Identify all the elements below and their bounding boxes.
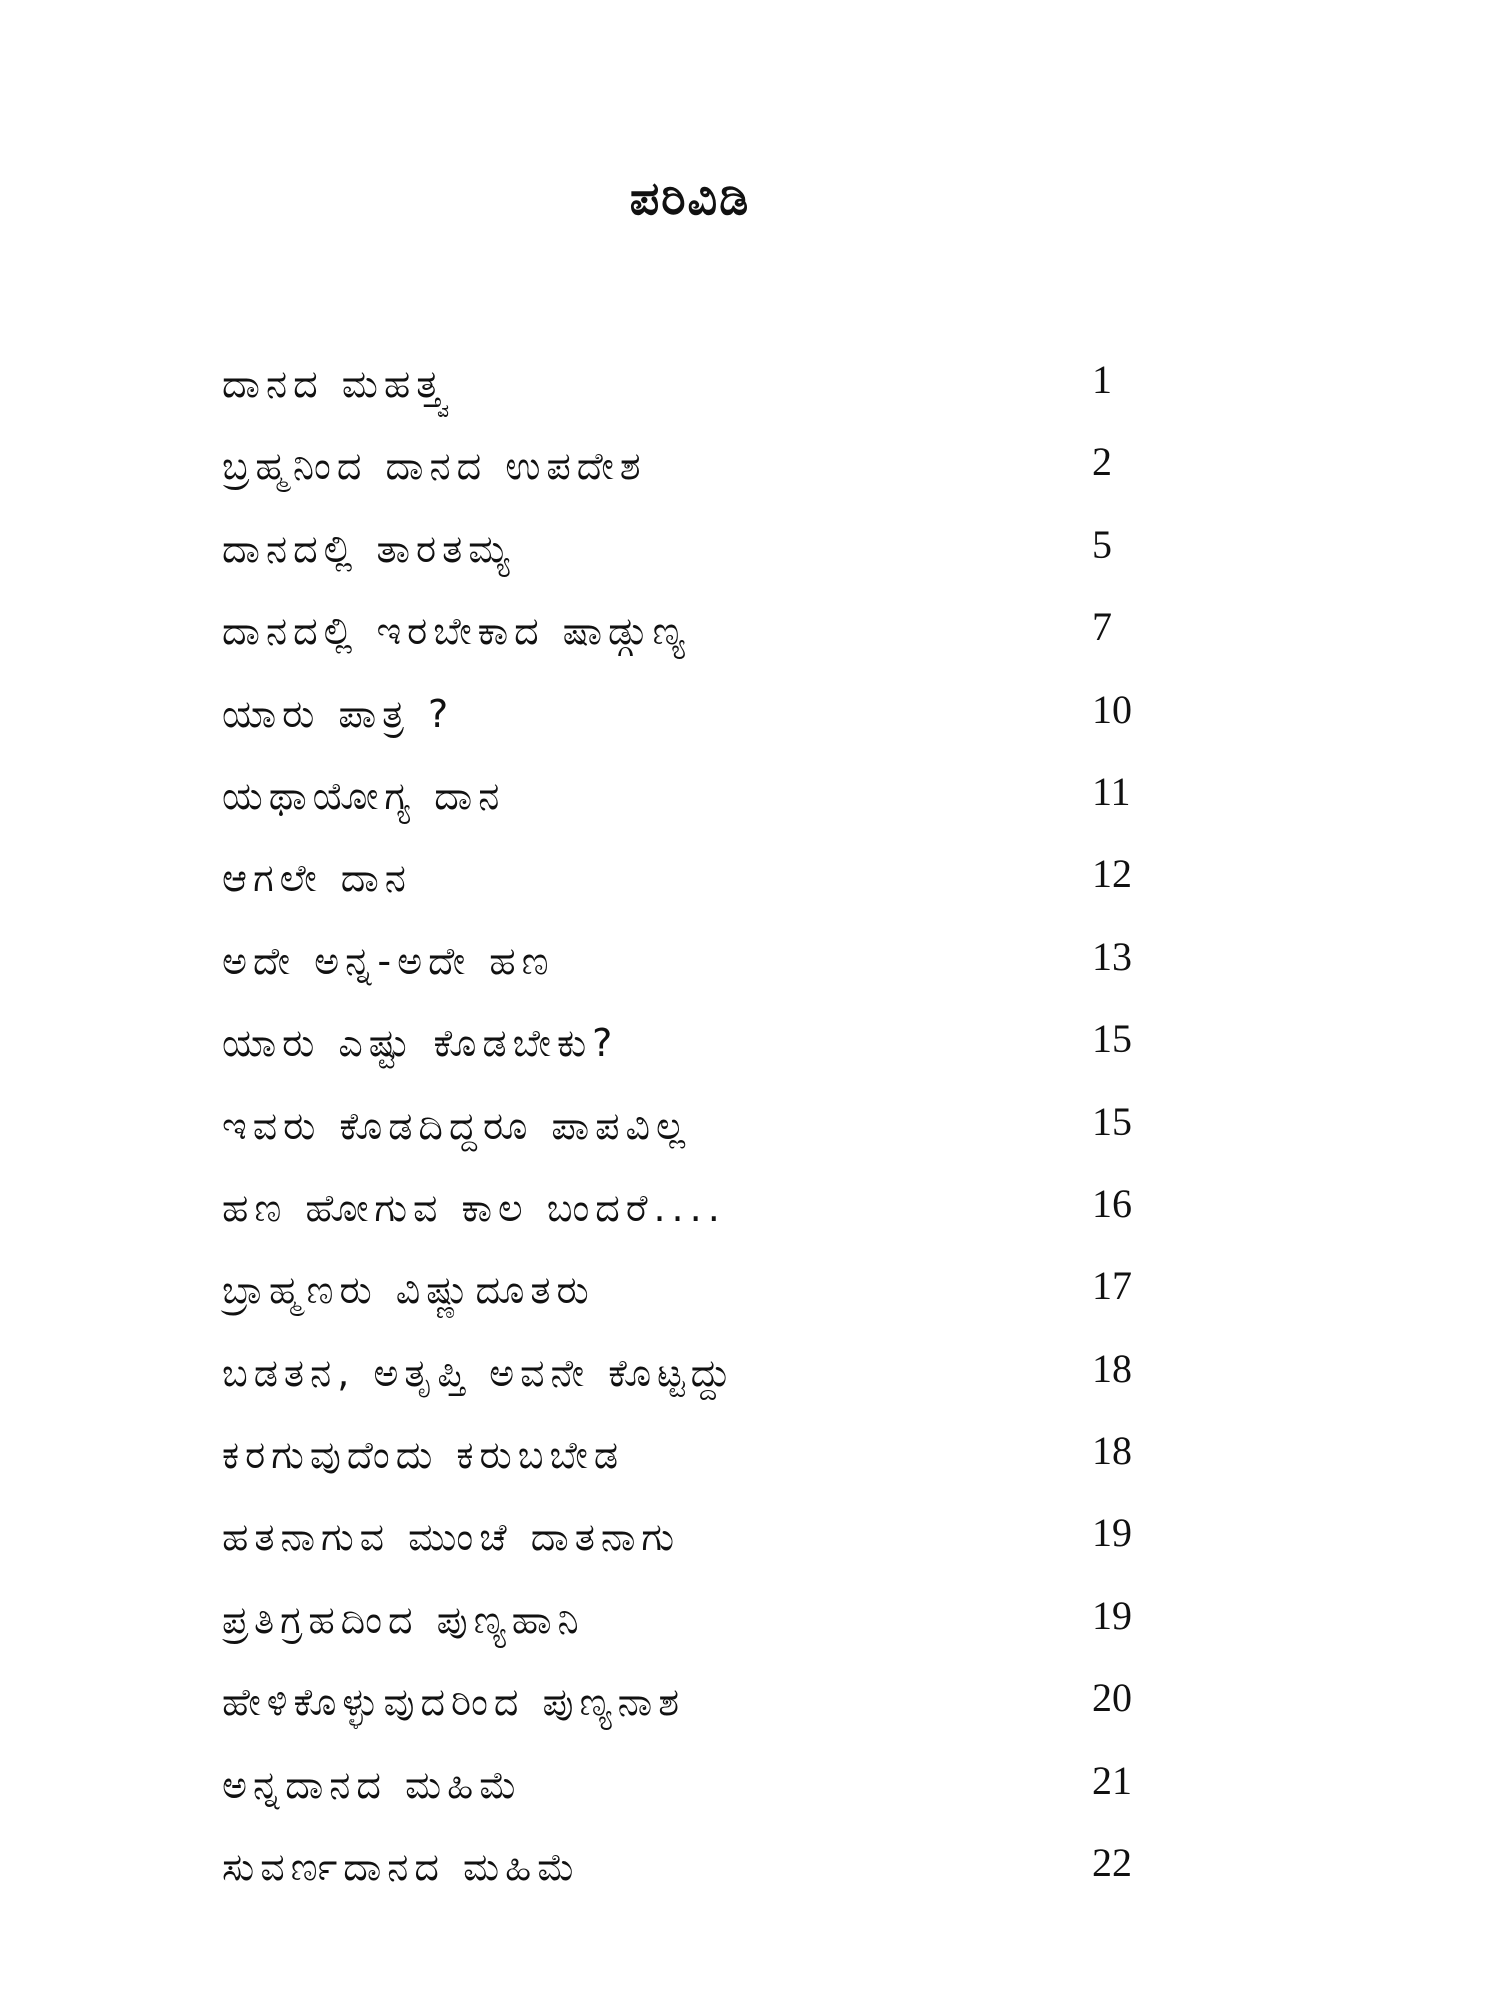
toc-entry-title: ಯಥಾಯೋಗ್ಯ ದಾನ [222, 773, 506, 818]
toc-entry [222, 1753, 1182, 1835]
toc-entry-page-number: 15 [1092, 1098, 1132, 1144]
toc-entry-page-number: 11 [1092, 768, 1131, 814]
toc-entry-title: ಬ್ರಹ್ಮನಿಂದ ದಾನದ ಉಪದೇಶ [222, 444, 647, 489]
toc-entry-title: ಕರಗುವುದೆಂದು ಕರುಬಬೇಡ [222, 1433, 625, 1478]
toc-entry [222, 599, 1182, 681]
toc-entry-title: ಬ್ರಾಹ್ಮಣರು ವಿಷ್ಣುದೂತರು [222, 1268, 595, 1313]
toc-entry-title: ಅದೇ ಅನ್ನ-ಅದೇ ಹಣ [222, 938, 555, 983]
toc-entry-title: ಬಡತನ, ಅತೃಪ್ತಿ ಅವನೇ ಕೊಟ್ಟದ್ದು [222, 1350, 737, 1395]
toc-entry-page-number: 13 [1092, 933, 1132, 979]
table-of-contents [222, 352, 1182, 1917]
toc-entry-page-number: 16 [1092, 1180, 1132, 1226]
toc-entry-title: ಹಣ ಹೋಗುವ ಕಾಲ ಬಂದರೆ.... [222, 1185, 726, 1230]
toc-entry [222, 1505, 1182, 1587]
toc-entry [222, 929, 1182, 1011]
toc-entry [222, 352, 1182, 434]
toc-entry-page-number: 22 [1092, 1840, 1132, 1886]
toc-entry-page-number: 20 [1092, 1675, 1132, 1721]
toc-entry [222, 1835, 1182, 1917]
toc-entry-page-number: 21 [1092, 1757, 1132, 1803]
toc-entry-page-number: 1 [1092, 357, 1112, 402]
toc-entry-page-number: 15 [1092, 1016, 1132, 1062]
toc-entry [222, 434, 1182, 516]
toc-entry [222, 517, 1182, 599]
toc-entry-title: ಸುವರ್ಣದಾನದ ಮಹಿಮೆ [222, 1845, 581, 1890]
toc-entry-title: ಆಗಲೇ ದಾನ [222, 856, 412, 901]
toc-entry [222, 846, 1182, 928]
toc-entry-page-number: 17 [1092, 1263, 1132, 1309]
toc-entry-title: ಇವರು ಕೊಡದಿದ್ದರೂ ಪಾಪವಿಲ್ಲ [222, 1103, 692, 1148]
toc-entry-title: ಯಾರು ಪಾತ್ರ ? [222, 691, 455, 736]
toc-entry-title: ಅನ್ನದಾನದ ಮಹಿಮೆ [222, 1762, 523, 1807]
toc-entry-page-number: 5 [1092, 521, 1112, 567]
toc-entry [222, 1670, 1182, 1752]
toc-entry-page-number: 19 [1092, 1592, 1132, 1638]
toc-entry-title: ದಾನದಲ್ಲಿ ಇರಬೇಕಾದ ಷಾಡ್ಗುಣ್ಯ [222, 609, 691, 654]
toc-entry [222, 1588, 1182, 1670]
toc-entry [222, 1176, 1182, 1258]
toc-entry-page-number: 19 [1092, 1510, 1132, 1556]
toc-entry [222, 764, 1182, 846]
toc-entry-page-number: 12 [1092, 851, 1132, 897]
toc-entry-page-number: 2 [1092, 439, 1112, 485]
toc-entry-page-number: 10 [1092, 686, 1132, 732]
toc-entry-title: ದಾನದ ಮಹತ್ತ್ವ [222, 362, 452, 406]
toc-entry [222, 1094, 1182, 1176]
toc-entry-title: ದಾನದಲ್ಲಿ ತಾರತಮ್ಯ [222, 526, 516, 571]
toc-entry-page-number: 18 [1092, 1428, 1132, 1474]
toc-entry [222, 1011, 1182, 1093]
toc-entry [222, 1341, 1182, 1423]
toc-entry [222, 1258, 1182, 1340]
toc-entry-title: ಹೇಳಿಕೊಳ್ಳುವುದರಿಂದ ಪುಣ್ಯನಾಶ [222, 1680, 686, 1725]
toc-entry-page-number: 7 [1092, 604, 1112, 650]
toc-entry-page-number: 18 [1092, 1345, 1132, 1391]
toc-entry-title: ಹತನಾಗುವ ಮುಂಚೆ ದಾತನಾಗು [222, 1515, 681, 1560]
toc-entry [222, 682, 1182, 764]
page-title: ಪರಿವಿಡಿ [629, 170, 751, 225]
toc-entry [222, 1423, 1182, 1505]
toc-entry-title: ಪ್ರತಿಗ್ರಹದಿಂದ ಪುಣ್ಯಹಾನಿ [222, 1597, 585, 1642]
toc-entry-title: ಯಾರು ಎಷ್ಟು ಕೊಡಬೇಕು? [222, 1021, 619, 1066]
